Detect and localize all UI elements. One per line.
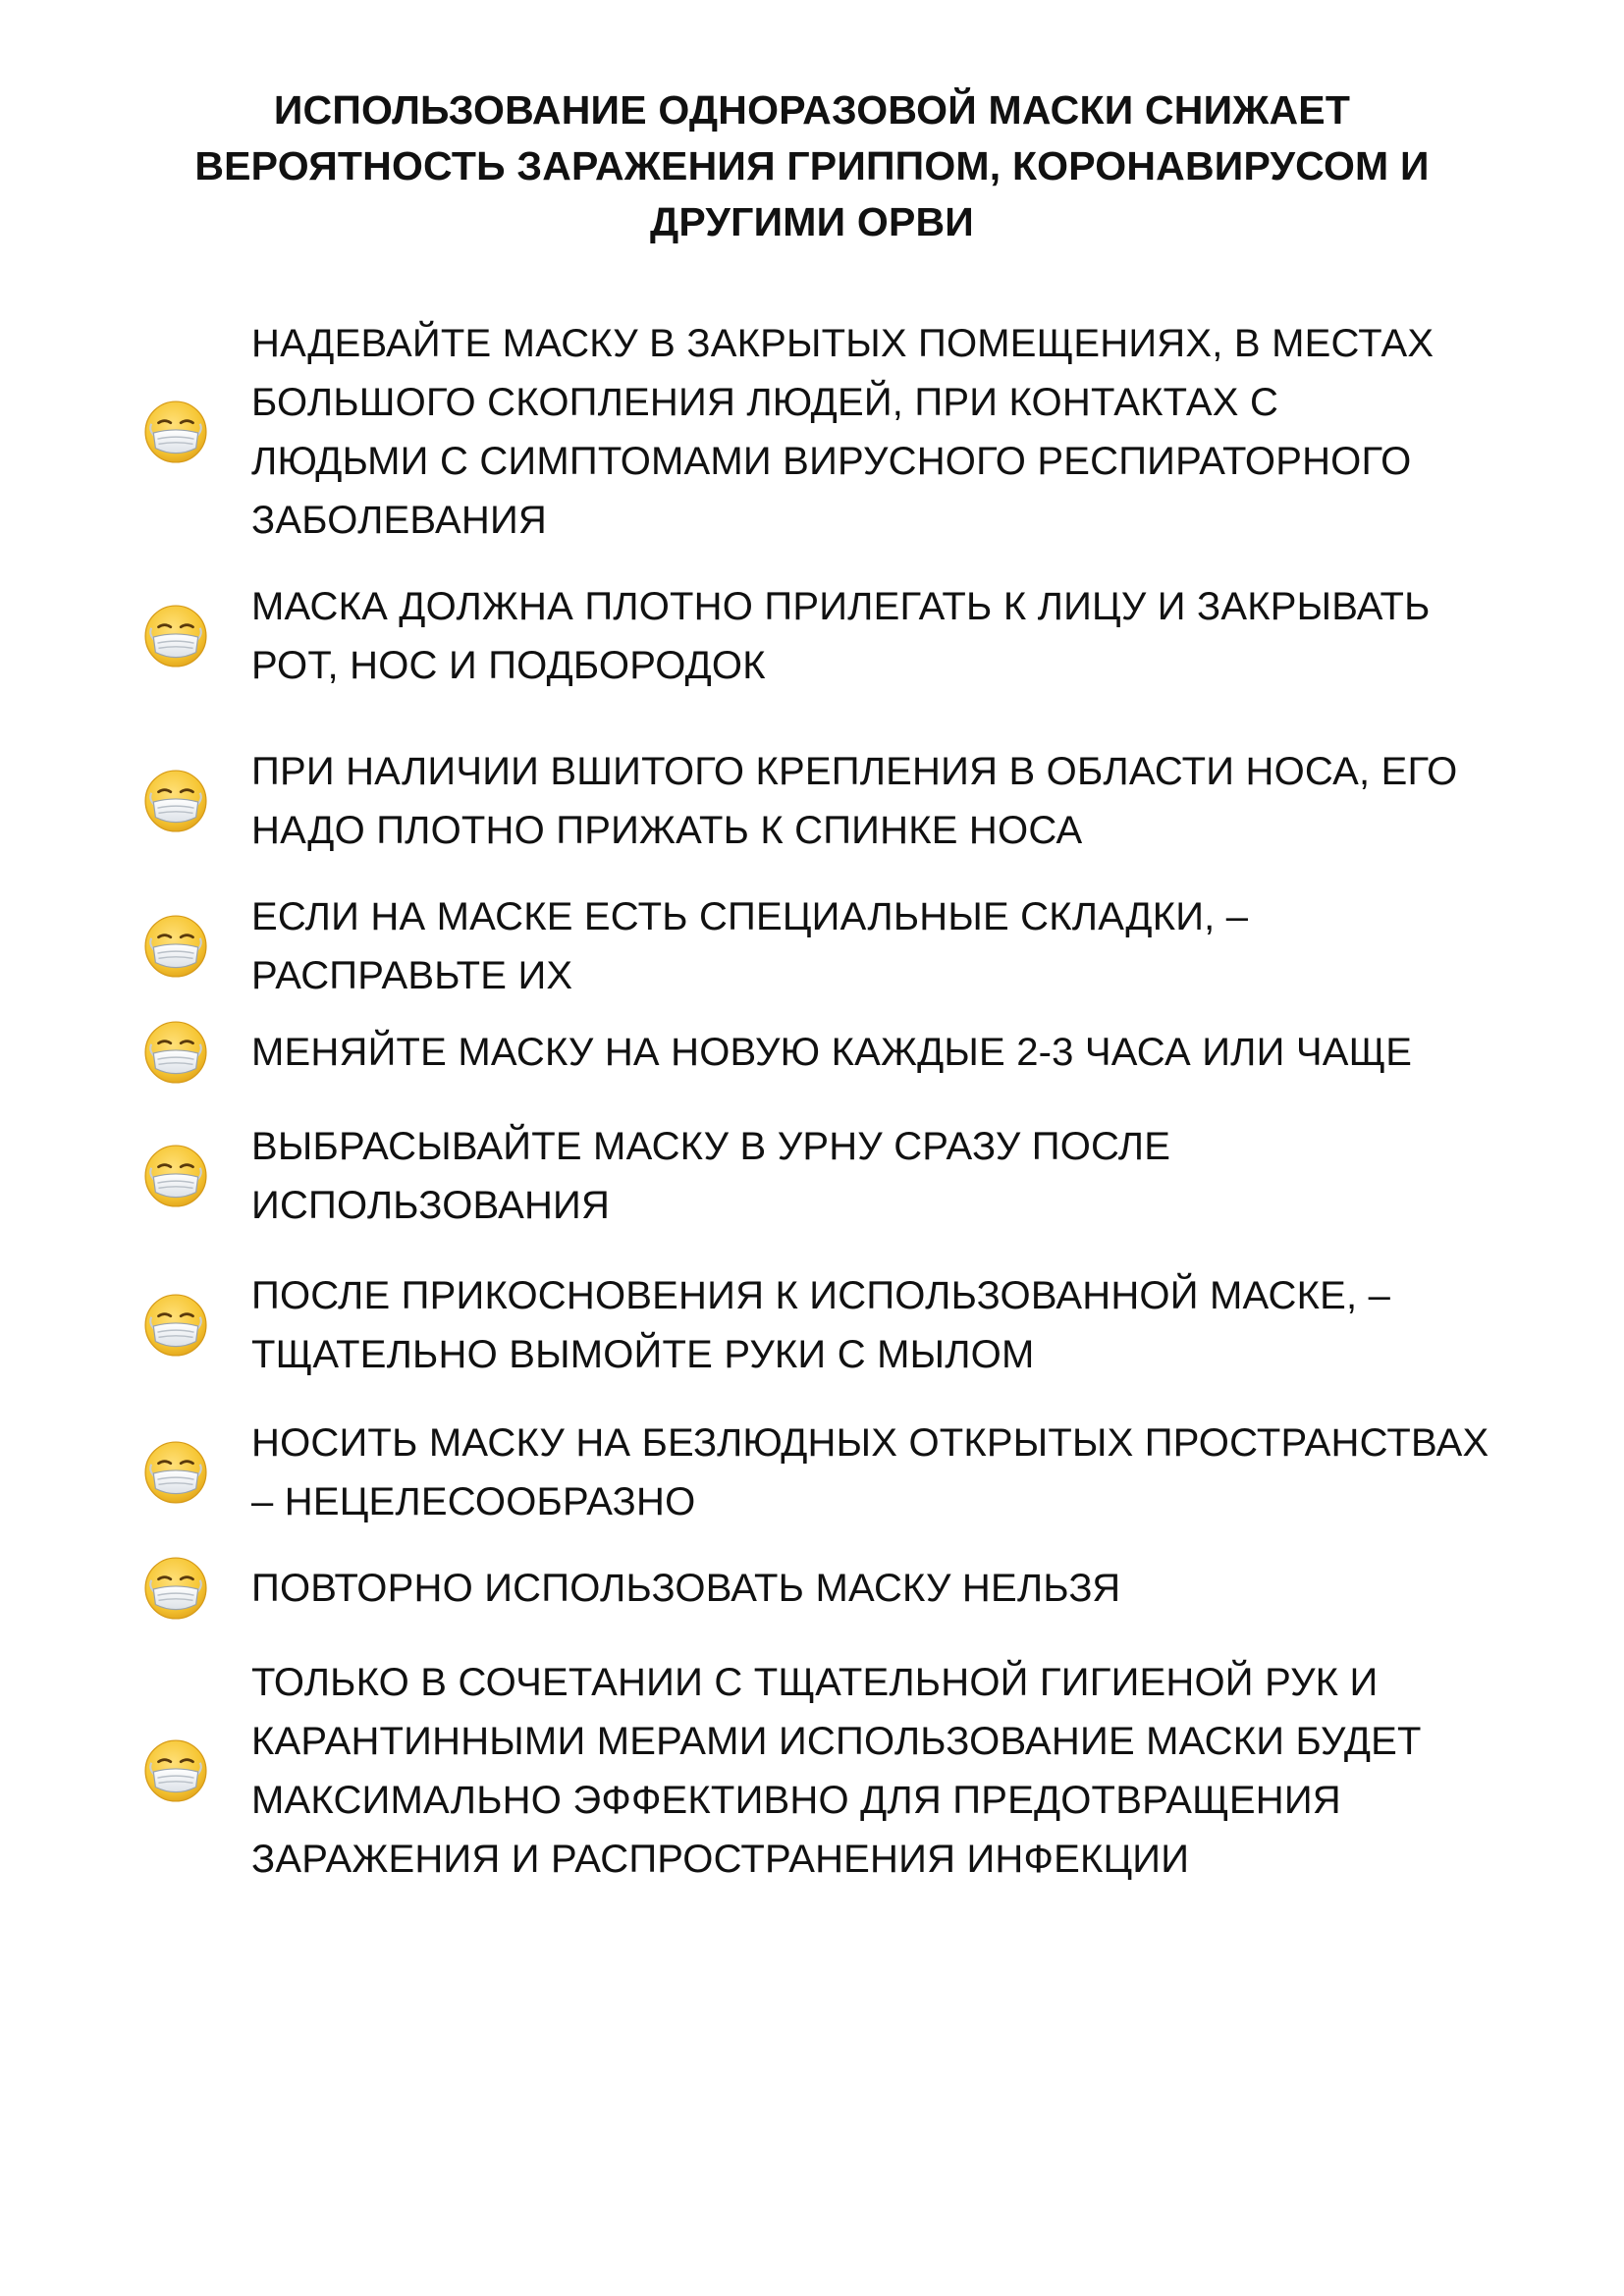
tip-text [251, 887, 1567, 1005]
tip-line: – НЕЦЕЛЕСООБРАЗНО [251, 1480, 696, 1523]
tip-text [251, 1266, 1567, 1384]
face-with-medical-mask-icon [143, 914, 208, 979]
face-with-medical-mask-icon [143, 1738, 208, 1803]
tip-line: ЗАБОЛЕВАНИЯ [251, 499, 547, 542]
tip-item [0, 742, 1624, 860]
tip-line: НАДО ПЛОТНО ПРИЖАТЬ К СПИНКЕ НОСА [251, 809, 1083, 852]
tip-line: МАСКА ДОЛЖНА ПЛОТНО ПРИЛЕГАТЬ К ЛИЦУ И ЗАКРЫВАТЬ [251, 585, 1431, 628]
tip-item [0, 1023, 1624, 1082]
tip-item [0, 1559, 1624, 1618]
tip-line: ЕСЛИ НА МАСКЕ ЕСТЬ СПЕЦИАЛЬНЫЕ СКЛАДКИ, – [251, 895, 1249, 938]
tip-text [251, 742, 1567, 860]
face-with-medical-mask-icon [143, 1144, 208, 1208]
page-title [118, 82, 1506, 250]
tip-line: ЛЮДЬМИ С СИМПТОМАМИ ВИРУСНОГО РЕСПИРАТОРНОГО [251, 440, 1412, 483]
tip-line: ПОВТОРНО ИСПОЛЬЗОВАТЬ МАСКУ НЕЛЬЗЯ [251, 1567, 1121, 1610]
title-line: ДРУГИМИ ОРВИ [650, 199, 974, 244]
face-with-medical-mask-icon [143, 1020, 208, 1085]
face-with-medical-mask-icon [143, 604, 208, 668]
tip-line: РАСПРАВЬТЕ ИХ [251, 954, 573, 997]
face-with-medical-mask-icon [143, 1440, 208, 1505]
tip-text [251, 1653, 1567, 1889]
tip-line: ТОЛЬКО В СОЧЕТАНИИ С ТЩАТЕЛЬНОЙ ГИГИЕНОЙ РУК И [251, 1661, 1379, 1704]
face-with-medical-mask-icon [143, 769, 208, 833]
tip-text [251, 1559, 1567, 1618]
tip-item [0, 577, 1624, 695]
face-with-medical-mask-icon [143, 400, 208, 464]
tip-line: ИСПОЛЬЗОВАНИЯ [251, 1184, 611, 1227]
tip-item [0, 1117, 1624, 1235]
tip-line: КАРАНТИННЫМИ МЕРАМИ ИСПОЛЬЗОВАНИЕ МАСКИ БУДЕТ [251, 1720, 1422, 1763]
tip-text [251, 577, 1567, 695]
tip-item [0, 1653, 1624, 1889]
title-line: ВЕРОЯТНОСТЬ ЗАРАЖЕНИЯ ГРИППОМ, КОРОНАВИРУСОМ И [194, 143, 1430, 188]
tip-line: ТЩАТЕЛЬНО ВЫМОЙТЕ РУКИ С МЫЛОМ [251, 1333, 1035, 1376]
tip-line: БОЛЬШОГО СКОПЛЕНИЯ ЛЮДЕЙ, ПРИ КОНТАКТАХ С [251, 381, 1279, 424]
tip-text [251, 314, 1567, 550]
tip-item [0, 1266, 1624, 1384]
tip-line: ПРИ НАЛИЧИИ ВШИТОГО КРЕПЛЕНИЯ В ОБЛАСТИ НОСА, ЕГО [251, 750, 1458, 793]
tip-line: ЗАРАЖЕНИЯ И РАСПРОСТРАНЕНИЯ ИНФЕКЦИИ [251, 1838, 1190, 1881]
tip-line: НАДЕВАЙТЕ МАСКУ В ЗАКРЫТЫХ ПОМЕЩЕНИЯХ, В МЕСТАХ [251, 322, 1435, 365]
tip-line: МЕНЯЙТЕ МАСКУ НА НОВУЮ КАЖДЫЕ 2-3 ЧАСА ИЛИ ЧАЩЕ [251, 1031, 1413, 1074]
tip-text [251, 1023, 1567, 1082]
tip-line: РОТ, НОС И ПОДБОРОДОК [251, 644, 766, 687]
tip-line: НОСИТЬ МАСКУ НА БЕЗЛЮДНЫХ ОТКРЫТЫХ ПРОСТРАНСТВАХ [251, 1421, 1489, 1465]
tip-item [0, 314, 1624, 550]
tip-item [0, 1414, 1624, 1531]
tip-item [0, 887, 1624, 1005]
tip-line: МАКСИМАЛЬНО ЭФФЕКТИВНО ДЛЯ ПРЕДОТВРАЩЕНИЯ [251, 1779, 1341, 1822]
tip-text [251, 1414, 1567, 1531]
tip-line: ВЫБРАСЫВАЙТЕ МАСКУ В УРНУ СРАЗУ ПОСЛЕ [251, 1125, 1171, 1168]
title-line: ИСПОЛЬЗОВАНИЕ ОДНОРАЗОВОЙ МАСКИ СНИЖАЕТ [273, 87, 1351, 133]
tip-text [251, 1117, 1567, 1235]
face-with-medical-mask-icon [143, 1293, 208, 1358]
face-with-medical-mask-icon [143, 1556, 208, 1621]
tip-line: ПОСЛЕ ПРИКОСНОВЕНИЯ К ИСПОЛЬЗОВАННОЙ МАСКЕ, – [251, 1274, 1391, 1317]
